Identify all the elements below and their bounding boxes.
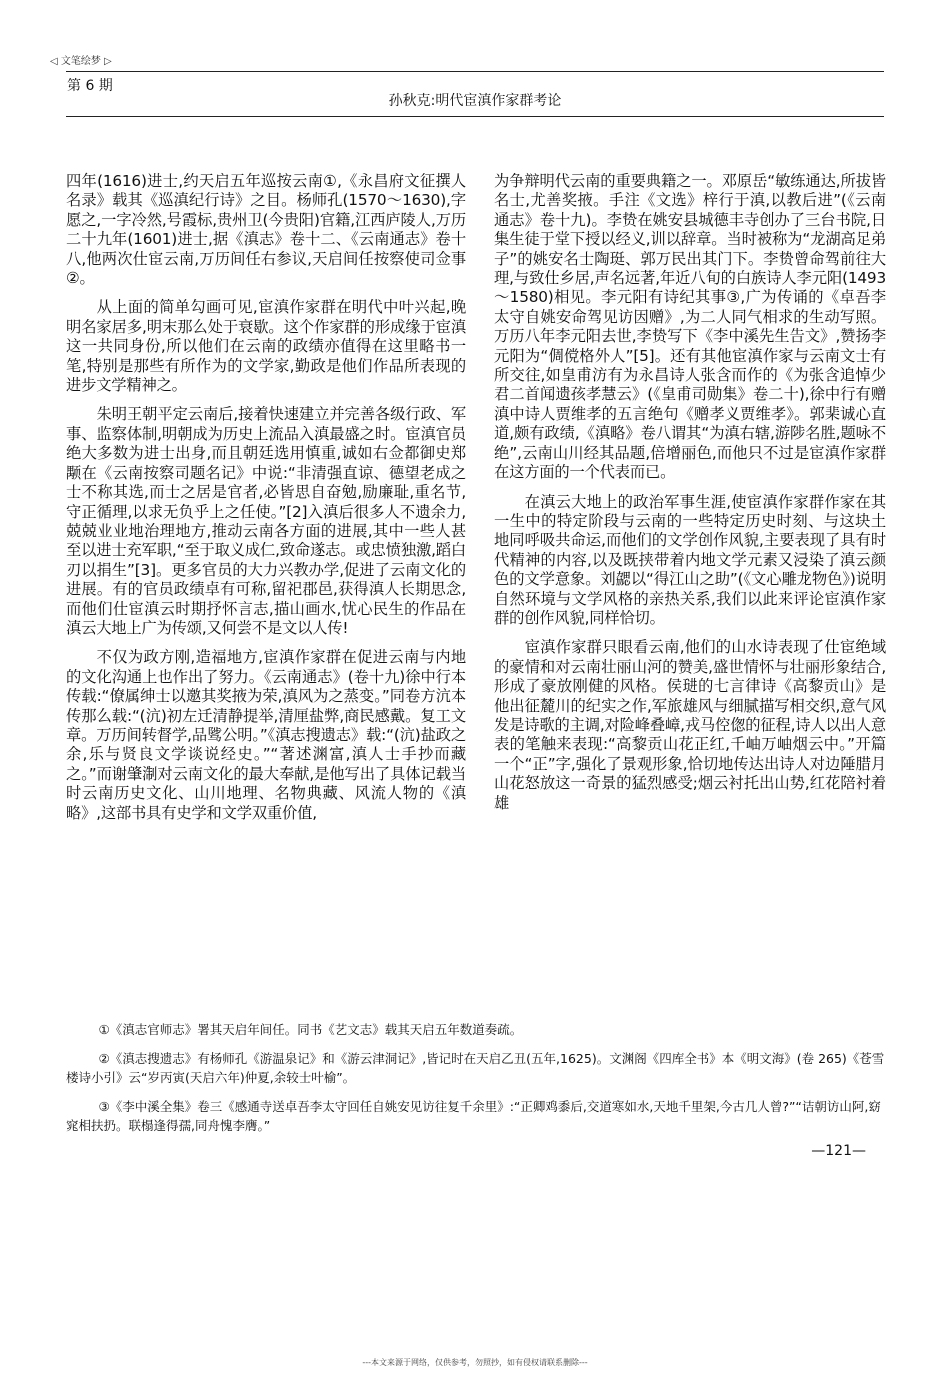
right-column: [494, 172, 886, 823]
footnotes: [66, 1020, 886, 1145]
paragraph: 宦滇作家群只眼看云南,他们的山水诗表现了仕宦绝域的豪情和对云南壮丽山河的赞美,盛世情怀与壮丽形象结合,形成了豪放刚健的风格。侯琎的七言律诗《高黎贡山》是他出征麓川的纪实之作,军旅雄风与细腻描写相交织,意气风发是诗歌的主调,对险峰叠嶂,戎马倥偬的征程,诗人以出人意表的笔触来表现:“高黎贡山花正红,千岫万岫烟云中。”开篇一个“正”字,强化了景观形象,恰切地传达出诗人对边陲腊月山花怒放这一奇景的猛烈感受;烟云衬托出山势,红花陪衬着雄: [494, 638, 886, 812]
brand-label: ◁ 文笔绘梦 ▷: [50, 56, 112, 67]
paragraph: 从上面的简单勾画可见,宦滇作家群在明代中叶兴起,晚明名家居多,明末那么处于衰歇。这个作家群的形成缘于宦滇这一共同身份,所以他们在云南的政绩亦值得在这里略书一笔,特别是那些有所作为的文学家,勤政是他们作品所表现的进步文学精神之。: [66, 298, 466, 395]
page-number: —121—: [811, 1143, 866, 1159]
header-rule-top: [66, 71, 884, 72]
header-rule-bottom: [66, 116, 884, 117]
running-title: 孙秋克:明代宦滇作家群考论: [388, 93, 562, 109]
paragraph: 朱明王朝平定云南后,接着快速建立并完善各级行政、军事、监察体制,明朝成为历史上流品入滇最盛之时。宦滇官员绝大多数为进士出身,而且朝廷选用慎重,诚如右佥都御史郑颙在《云南按察司题名记》中说:“非清强直谅、德望老成之士不称其选,而士之居是官者,必皆思自奋勉,励廉耻,重名节,守正循理,以求无负乎上之任使。”[2]入滇后很多人不遗余力,兢兢业业地治理地方,推动云南各方面的进展,其中一些人甚至以进士充军职,“至于取义成仁,致命遂志。或忠愤独激,蹈白刃以捐生”[3]。更多官员的大力兴教办学,促进了云南文化的进展。有的官员政绩卓有可称,留祀郡邑,获得滇人长期思念,而他们仕宦滇云时期抒怀言志,描山画水,忧心民生的作品在滇云大地上广为传颂,又何尝不是文以人传!: [66, 405, 466, 637]
paragraph: 在滇云大地上的政治军事生涯,使宦滇作家群作家在其一生中的特定阶段与云南的一些特定历史时刻、与这块土地同呼吸共命运,而他们的文学创作风貌,主要表现了具有时代精神的内容,以及既挟带着内地文学元素又浸染了滇云颜色的文学意象。刘勰以“得江山之助”(《文心雕龙物色》)说明自然环境与文学风格的亲热关系,我们以此来评论宦滇作家群的创作风貌,同样恰切。: [494, 492, 886, 627]
paragraph: 为争辩明代云南的重要典籍之一。邓原岳“敏练通达,所拔皆名士,尤善奖掖。手注《文选》梓行于滇,以教后进”(《云南通志》卷十九)。李贽在姚安县城德丰寺创办了三台书院,日集生徒于堂下授以经义,训以辞章。当时被称为“龙湖高足弟子”的姚安名士陶珽、郭万民出其门下。李贽曾命驾前往大理,与致仕乡居,声名远著,年近八旬的白族诗人李元阳(1493～1580)相见。李元阳有诗纪其事③,广为传诵的《卓吾李太守自姚安命驾见访因赠》,为二人同气相求的生动写照。万历八年李元阳去世,李贽写下《李中溪先生告文》,赞扬李元阳为“倜傥格外人”[5]。还有其他宦滇作家与云南文士有所交往,如皇甫汸有为永昌诗人张含而作的《为张含追悼少君二首闻遗孩孝慧云》(《皇甫司勋集》卷二十),徐中行有赠滇中诗人贾维孝的五言绝句《赠孝义贾维孝》。郭棐诚心直道,颇有政绩,《滇略》卷八谓其“为滇右辖,游陟名胜,题咏不绝”,云南山川经其品题,倍增丽色,而他只不过是宦滇作家群在这方面的一个代表而已。: [494, 172, 886, 482]
footnote: ③《李中溪全集》卷三《感通寺送卓吾李太守回任自姚安见访往复千余里》:“正卿鸡黍后,交道寒如水,天地千里架,今古几人曾?”“诘朝访山阿,窈窕相扶扔。联榻逢得孺,同舟愧李膺。”: [66, 1099, 881, 1133]
disclaimer: ---本文来源于网络，仅供参考，勿照抄，如有侵权请联系删除---: [362, 1358, 588, 1367]
footnote: ①《滇志官师志》署其天启年间任。同书《艺文志》载其天启五年数道奏疏。: [98, 1022, 523, 1037]
left-column: [66, 172, 466, 833]
paragraph: 四年(1616)进士,约天启五年巡按云南①,《永昌府文征撰人名录》载其《巡滇纪行诗》之目。杨师孔(1570～1630),字愿之,一字冷然,号霞标,贵州卫(今贵阳)官籍,江西庐陵人,万历二十九年(1601)进士,据《滇志》卷十二、《云南通志》卷十八,他两次仕宦云南,万历间任右参议,天启间任按察使司佥事②。: [66, 172, 466, 288]
issue-number: 第 6 期: [67, 78, 113, 94]
footnote: ②《滇志搜遗志》有杨师孔《游温泉记》和《游云津洞记》,皆记时在天启乙丑(五年,1625)。文渊阁《四库全书》本《明文海》(卷 265)《苍雪楼诗小引》云“岁丙寅(天启六年)仲夏,余较士叶榆”。: [66, 1051, 885, 1085]
paragraph: 不仅为政方刚,造福地方,宦滇作家群在促进云南与内地的文化沟通上也作出了努力。《云南通志》(卷十九)徐中行本传载:“僚属绅士以邀其奖掖为荣,滇风为之蒸变。”同卷方沆本传那么载:“(沆)初左迁清静提举,清厘盐弊,商民感戴。复工文章。万历间转督学,品骘公明。”《滇志搜遗志》载:“(沆)盐政之余,乐与贤良文学谈说经史。”“著述渊富,滇人士手抄而藏之。”而谢肇淛对云南文化的最大奉献,是他写出了具体记载当时云南历史文化、山川地理、名物典藏、风流人物的《滇略》,这部书具有史学和文学双重价值,: [66, 648, 466, 822]
